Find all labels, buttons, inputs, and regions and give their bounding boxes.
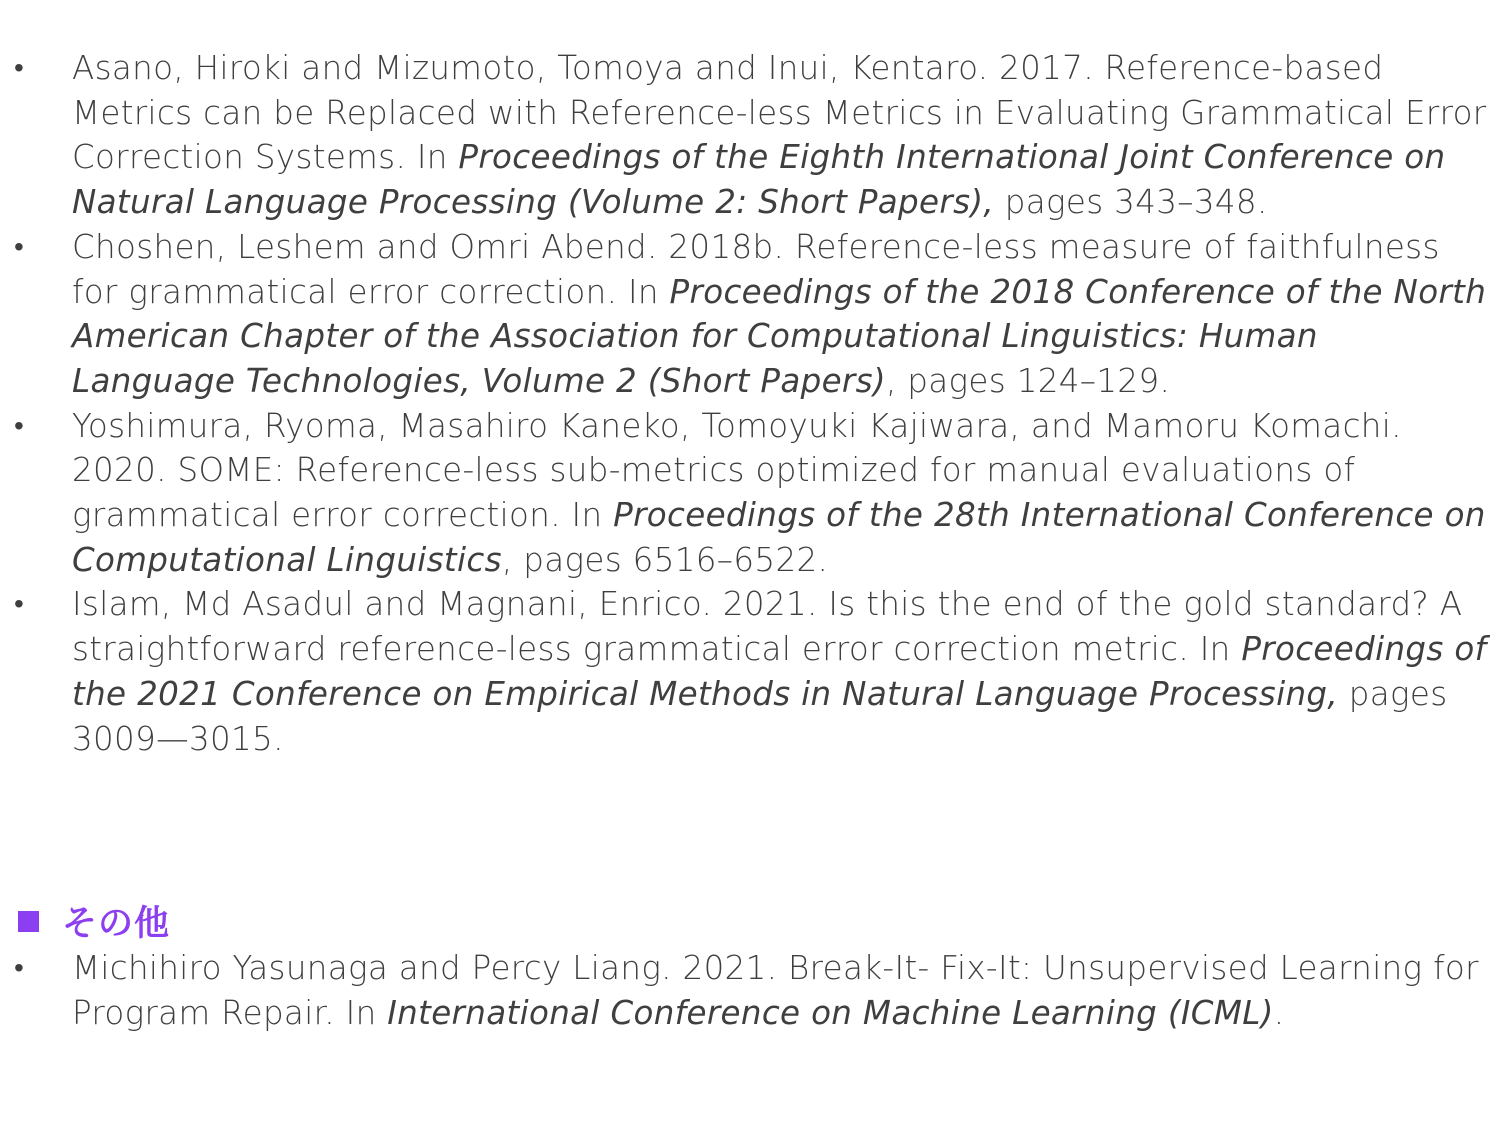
reference-text: Asano, Hiroki and Mizumoto, Tomoya and Inui, Kentaro. 2017. Reference-based Metrics can be Replaced with Reference-less Metrics in Evaluating Grammatical Error Correction Systems. In xyxy=(72,49,1487,177)
reference-item xyxy=(0,582,1500,761)
reference-pages: , pages 6516–6522. xyxy=(501,540,829,579)
reference-item xyxy=(0,46,1500,225)
bullet-icon: • xyxy=(14,587,25,621)
reference-item xyxy=(0,946,1500,1035)
reference-item xyxy=(0,404,1500,583)
reference-venue: Proceedings of the 2021 Conference on Empirical Methods in Natural Language Processing, xyxy=(72,630,1487,713)
reference-text: Michihiro Yasunaga and Percy Liang. 2021. Break-It- Fix-It: Unsupervised Learning for Program Repair. In xyxy=(72,949,1479,1032)
reference-pages: pages 343–348. xyxy=(994,183,1268,222)
reference-text: Islam, Md Asadul and Magnani, Enrico. 2021. Is this the end of the gold standard? A straightforward reference-less grammatical error correction metric. In xyxy=(72,585,1463,669)
bullet-icon: • xyxy=(14,951,25,984)
reference-venue: International Conference on Machine Learning (ICML) xyxy=(387,993,1274,1032)
reference-pages: , pages 124–129. xyxy=(885,361,1171,400)
bullet-icon: • xyxy=(14,51,25,84)
reference-list xyxy=(0,46,1500,761)
reference-venue: Proceedings of the 28th International Conference on Computational Linguistics xyxy=(72,496,1486,579)
bullet-icon: • xyxy=(14,408,25,442)
square-bullet-icon xyxy=(18,911,39,932)
reference-item xyxy=(0,225,1500,404)
section-heading-text: その他 xyxy=(62,904,171,944)
other-reference-list xyxy=(0,946,1500,1035)
reference-text: Choshen, Leshem and Omri Abend. 2018b. Reference-less measure of faithfulness for grammatical error correction. In xyxy=(72,227,1440,311)
reference-pages: pages 3009—3015. xyxy=(72,674,1448,758)
bullet-icon: • xyxy=(14,229,25,263)
reference-text: Yoshimura, Ryoma, Masahiro Kaneko, Tomoyuki Kajiwara, and Mamoru Komachi. 2020. SOME: Reference-less sub-metrics optimized for manual evaluations of grammatical error correction. In xyxy=(72,406,1402,535)
reference-venue: Proceedings of the Eighth International Joint Conference on Natural Language Processing (Volume 2: Short Papers), xyxy=(72,138,1446,222)
reference-pages: . xyxy=(1273,993,1285,1032)
reference-venue: Proceedings of the 2018 Conference of the North American Chapter of the Association for Computational Linguistics: Human Language Technologies, Volume 2 (Short Papers) xyxy=(72,272,1487,400)
section-heading-other xyxy=(18,896,170,946)
